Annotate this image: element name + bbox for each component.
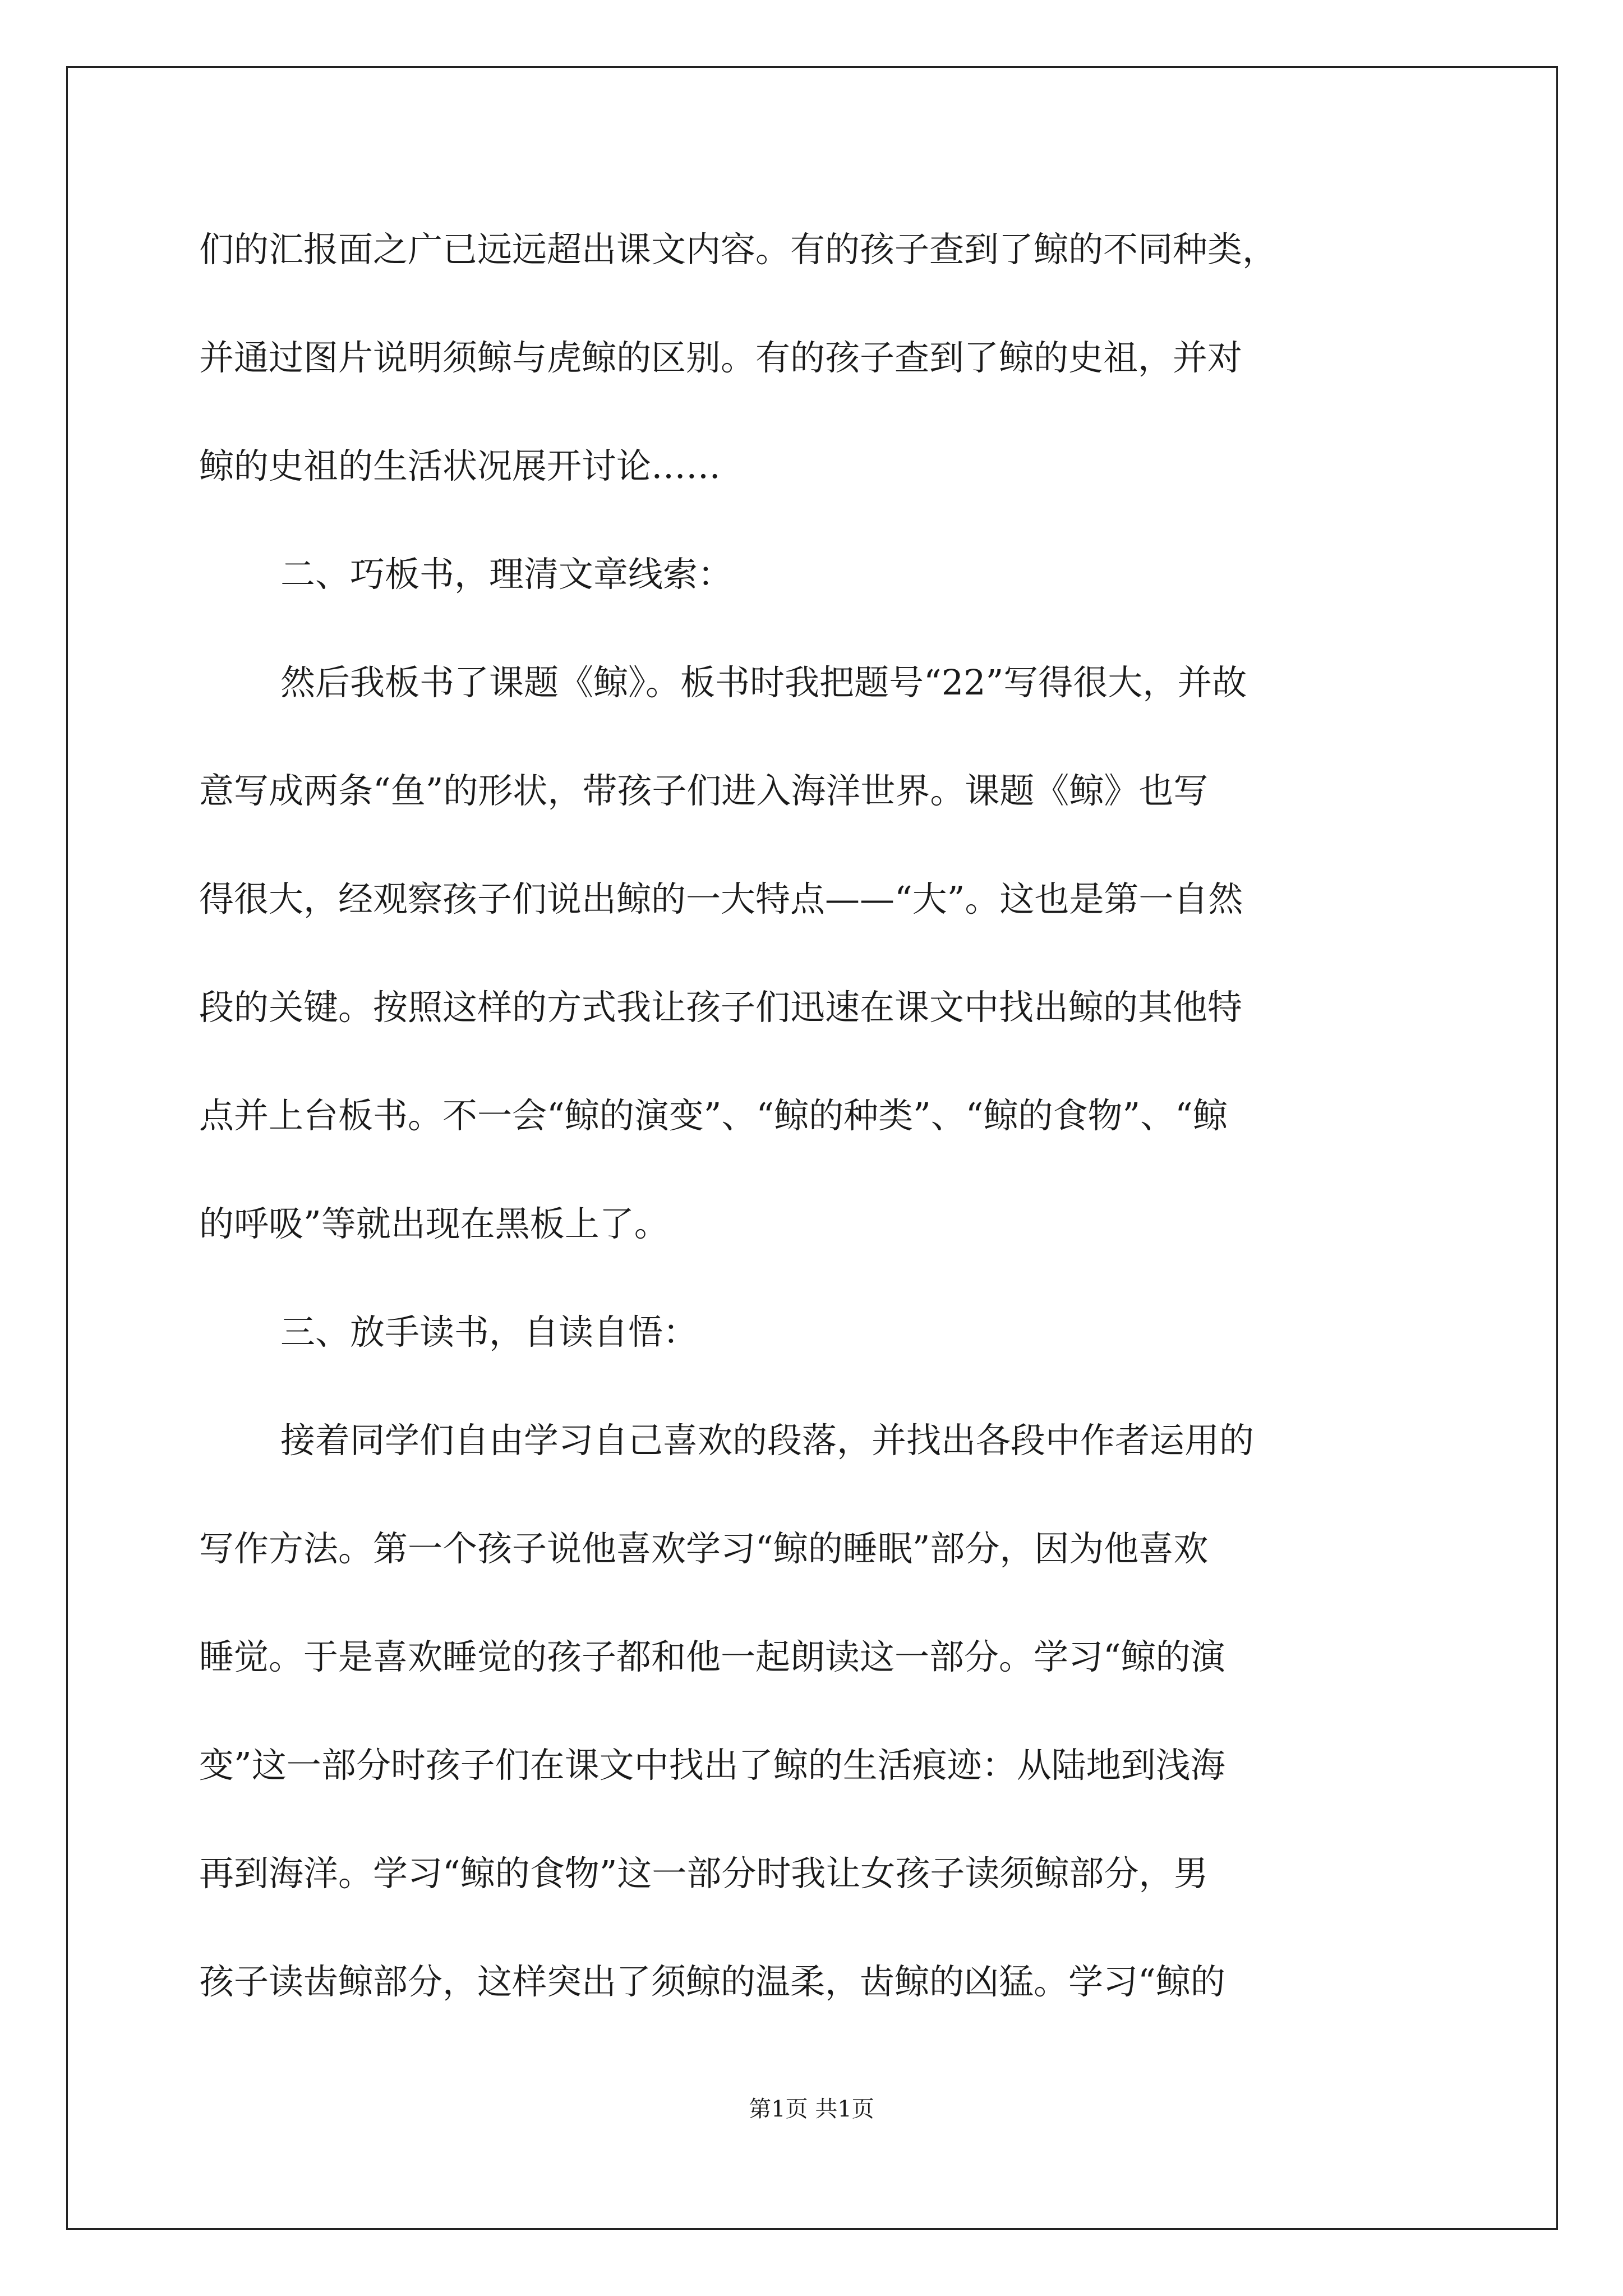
section-heading: 二、巧板书，理清文章线索： (280, 554, 733, 595)
text-line: 变”这一部分时孩子们在课文中找出了鲸的生活痕迹：从陆地到浅海 (199, 1745, 1225, 1786)
text-line: 段的关键。按照这样的方式我让孩子们迅速在课文中找出鲸的其他特 (199, 987, 1243, 1028)
text-line: 写作方法。第一个孩子说他喜欢学习“鲸的睡眠”部分，因为他喜欢 (199, 1528, 1209, 1569)
text-line: 意写成两条“鱼”的形状，带孩子们进入海洋世界。课题《鲸》也写 (199, 770, 1209, 811)
text-line: 孩子读齿鲸部分，这样突出了须鲸的温柔，齿鲸的凶猛。学习“鲸的 (199, 1961, 1225, 2002)
text-line: 们的汇报面之广已远远超出课文内容。有的孩子查到了鲸的不同种类， (199, 229, 1278, 270)
page-border (66, 66, 1558, 2230)
text-line: 并通过图片说明须鲸与虎鲸的区别。有的孩子查到了鲸的史祖，并对 (199, 337, 1243, 378)
text-line: 鲸的史祖的生活状况展开讨论…… (199, 445, 721, 486)
paragraph-first-line: 接着同学们自由学习自己喜欢的段落，并找出各段中作者运用的 (280, 1420, 1255, 1461)
page-number-footer: 第1页 共1页 (749, 2096, 874, 2122)
text-line: 的呼吸”等就出现在黑板上了。 (199, 1203, 669, 1244)
section-heading: 三、放手读书，自读自悟： (280, 1312, 698, 1352)
text-line: 再到海洋。学习“鲸的食物”这一部分时我让女孩子读须鲸部分，男 (199, 1853, 1209, 1894)
text-line: 点并上台板书。不一会“鲸的演变”、“鲸的种类”、“鲸的食物”、“鲸 (199, 1095, 1228, 1136)
text-line: 睡觉。于是喜欢睡觉的孩子都和他一起朗读这一部分。学习“鲸的演 (199, 1636, 1225, 1677)
text-line: 得很大，经观察孩子们说出鲸的一大特点——“大”。这也是第一自然 (199, 878, 1243, 919)
paragraph-first-line: 然后我板书了课题《鲸》。板书时我把题号“22”写得很大，并故 (280, 662, 1247, 703)
